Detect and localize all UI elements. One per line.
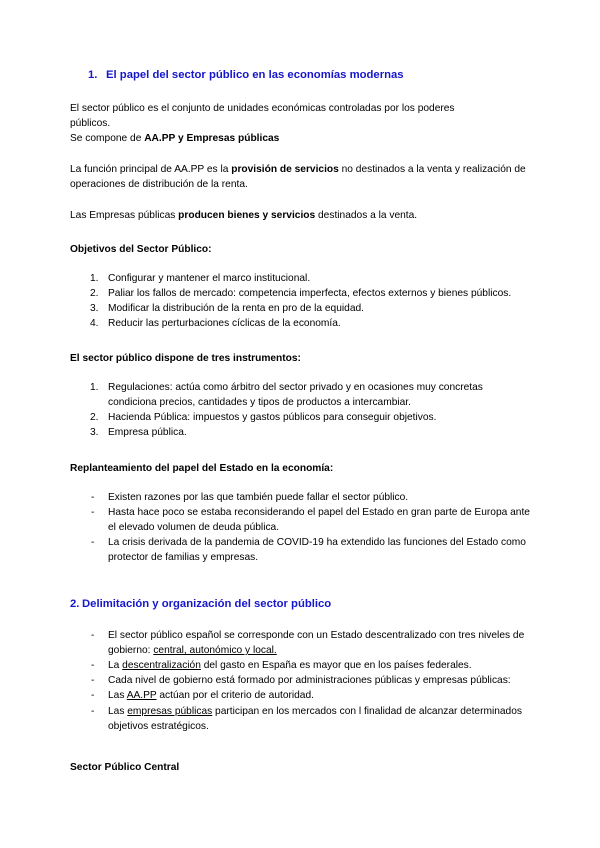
intro-line-1: El sector público es el conjunto de unidades económicas controladas por los poderes: [70, 103, 455, 114]
bullet-2-suffix: del gasto en España es mayor que en los países federales.: [200, 660, 472, 672]
list-marker: 2.: [90, 412, 99, 424]
heading-1-marker: 1.: [88, 69, 98, 81]
spacer: [70, 331, 532, 351]
list-marker: -: [91, 660, 95, 672]
list-item-text: Regulaciones: actúa como árbitro del sector privado y en ocasiones muy concretas condiciona precios, cantidades y tipos de productos a intercambiar.: [108, 382, 483, 409]
list-marker: -: [91, 536, 95, 548]
subheading-instrumentos: El sector público dispone de tres instrumentos:: [70, 353, 301, 365]
heading-2-marker: 2.: [70, 598, 80, 611]
bullet-5-underline: empresas públicas: [127, 705, 213, 717]
list-marker: 2.: [90, 287, 99, 299]
list-item: [70, 490, 532, 505]
list-marker: 4.: [90, 317, 99, 329]
list-item-text: [108, 630, 524, 656]
bullet-2-prefix: La: [108, 660, 123, 672]
spacer: [70, 441, 532, 461]
list-item-text: Hasta hace poco se estaba reconsiderando el papel del Estado en gran parte de Europa ante el elevado volumen de deuda pública.: [108, 506, 530, 533]
paragraph-empresas-publicas: [70, 208, 532, 223]
spacer: [70, 146, 532, 162]
bullet-1-underline: central, autonómico y local.: [153, 645, 277, 657]
intro-line-3-bold: AA.PP y Empresas públicas: [144, 133, 280, 145]
list-item: [70, 688, 532, 703]
spacer: [70, 224, 532, 242]
document-body: [70, 68, 532, 775]
list-marker: -: [91, 690, 95, 702]
list-item: [70, 380, 532, 410]
list-marker: 1.: [90, 272, 99, 284]
bullet-4-suffix: actúan por el criterio de autoridad.: [156, 690, 314, 702]
bullet-4-underline: AA.PP: [126, 690, 157, 702]
list-replanteamiento: [70, 490, 532, 565]
list-item-text: Hacienda Pública: impuestos y gastos públicos para conseguir objetivos.: [108, 412, 437, 424]
list-item: [70, 704, 532, 734]
list-item: [70, 271, 532, 286]
bullet-2-underline: descentralización: [122, 660, 201, 672]
para2-bold: provisión de servicios: [231, 164, 339, 176]
spacer: [70, 83, 532, 101]
list-marker: -: [91, 491, 95, 503]
list-item: [70, 658, 532, 673]
list-item-text: Existen razones por las que también puede fallar el sector público.: [108, 491, 409, 503]
list-item: [70, 535, 532, 565]
para3-prefix: Las Empresas públicas: [70, 210, 179, 222]
list-item-text: Reducir las perturbaciones cíclicas de la economía.: [108, 317, 341, 329]
list-item: [70, 286, 532, 301]
list-marker: 1.: [90, 382, 99, 394]
para2-prefix: La función principal de AA.PP es la: [70, 164, 232, 176]
list-delimitacion: [70, 628, 532, 734]
intro-line-2: públicos.: [70, 118, 111, 130]
subheading-objetivos: Objetivos del Sector Público:: [70, 243, 212, 255]
spacer: [70, 257, 532, 271]
list-item: [70, 505, 532, 535]
para3-suffix: destinados a la venta.: [315, 210, 418, 222]
list-marker: -: [91, 630, 95, 642]
para2-suffix: no destinados a la venta y realización de operaciones de distribución de la renta.: [70, 164, 526, 191]
bullet-1-prefix: El sector público español se corresponde con un Estado descentralizado con tres niveles de gobierno:: [108, 630, 525, 657]
list-item-text: Paliar los fallos de mercado: competencia imperfecta, efectos externos y bienes públicos.: [108, 287, 512, 299]
list-instrumentos: [70, 380, 532, 440]
heading-2-text: Delimitación y organización del sector público: [82, 598, 332, 611]
intro-line-3-prefix: Se compone de: [70, 133, 145, 145]
list-item-text: La crisis derivada de la pandemia de COVID-19 ha extendido las funciones del Estado como protector de familias y empresas.: [108, 536, 526, 563]
spacer: [70, 565, 532, 589]
spacer: [70, 734, 532, 760]
list-item: [70, 673, 532, 688]
list-item-text: [108, 706, 522, 732]
list-item-text: [108, 690, 314, 701]
spacer: [70, 366, 532, 380]
spacer: [70, 612, 532, 628]
bullet-4-prefix: Las: [108, 690, 127, 702]
list-item-text: Configurar y mantener el marco institucional.: [108, 272, 311, 284]
para3-bold: producen bienes y servicios: [178, 210, 316, 222]
heading-section-2: [70, 597, 532, 612]
list-item: [70, 301, 532, 316]
paragraph-funcion-principal: [70, 162, 532, 192]
list-item: [70, 410, 532, 425]
list-item-text: [108, 660, 472, 671]
list-item-text: Cada nivel de gobierno está formado por administraciones públicas y empresas públicas:: [108, 675, 511, 687]
list-marker: -: [91, 506, 95, 518]
subheading-replanteamiento: Replanteamiento del papel del Estado en la economía:: [70, 462, 334, 474]
heading-section-1: [70, 68, 532, 83]
list-objetivos: [70, 271, 532, 331]
heading-1-text: El papel del sector público en las economías modernas: [106, 69, 404, 81]
spacer: [70, 476, 532, 490]
list-item: [70, 316, 532, 331]
paragraph-intro: [70, 101, 532, 146]
spacer: [70, 192, 532, 208]
subheading-sector-publico-central: Sector Público Central: [70, 761, 180, 773]
list-marker: -: [91, 675, 95, 687]
list-item-text: Empresa pública.: [108, 427, 187, 439]
bullet-5-suffix: participan en los mercados con l finalidad de alcanzar determinados objetivos estratégicos.: [108, 705, 522, 732]
list-item: [70, 628, 532, 658]
list-item-text: Modificar la distribución de la renta en pro de la equidad.: [108, 302, 364, 314]
bullet-5-prefix: Las: [108, 705, 128, 717]
list-item: [70, 425, 532, 440]
list-marker: -: [91, 705, 95, 717]
list-marker: 3.: [90, 302, 99, 314]
list-marker: 3.: [90, 427, 99, 439]
